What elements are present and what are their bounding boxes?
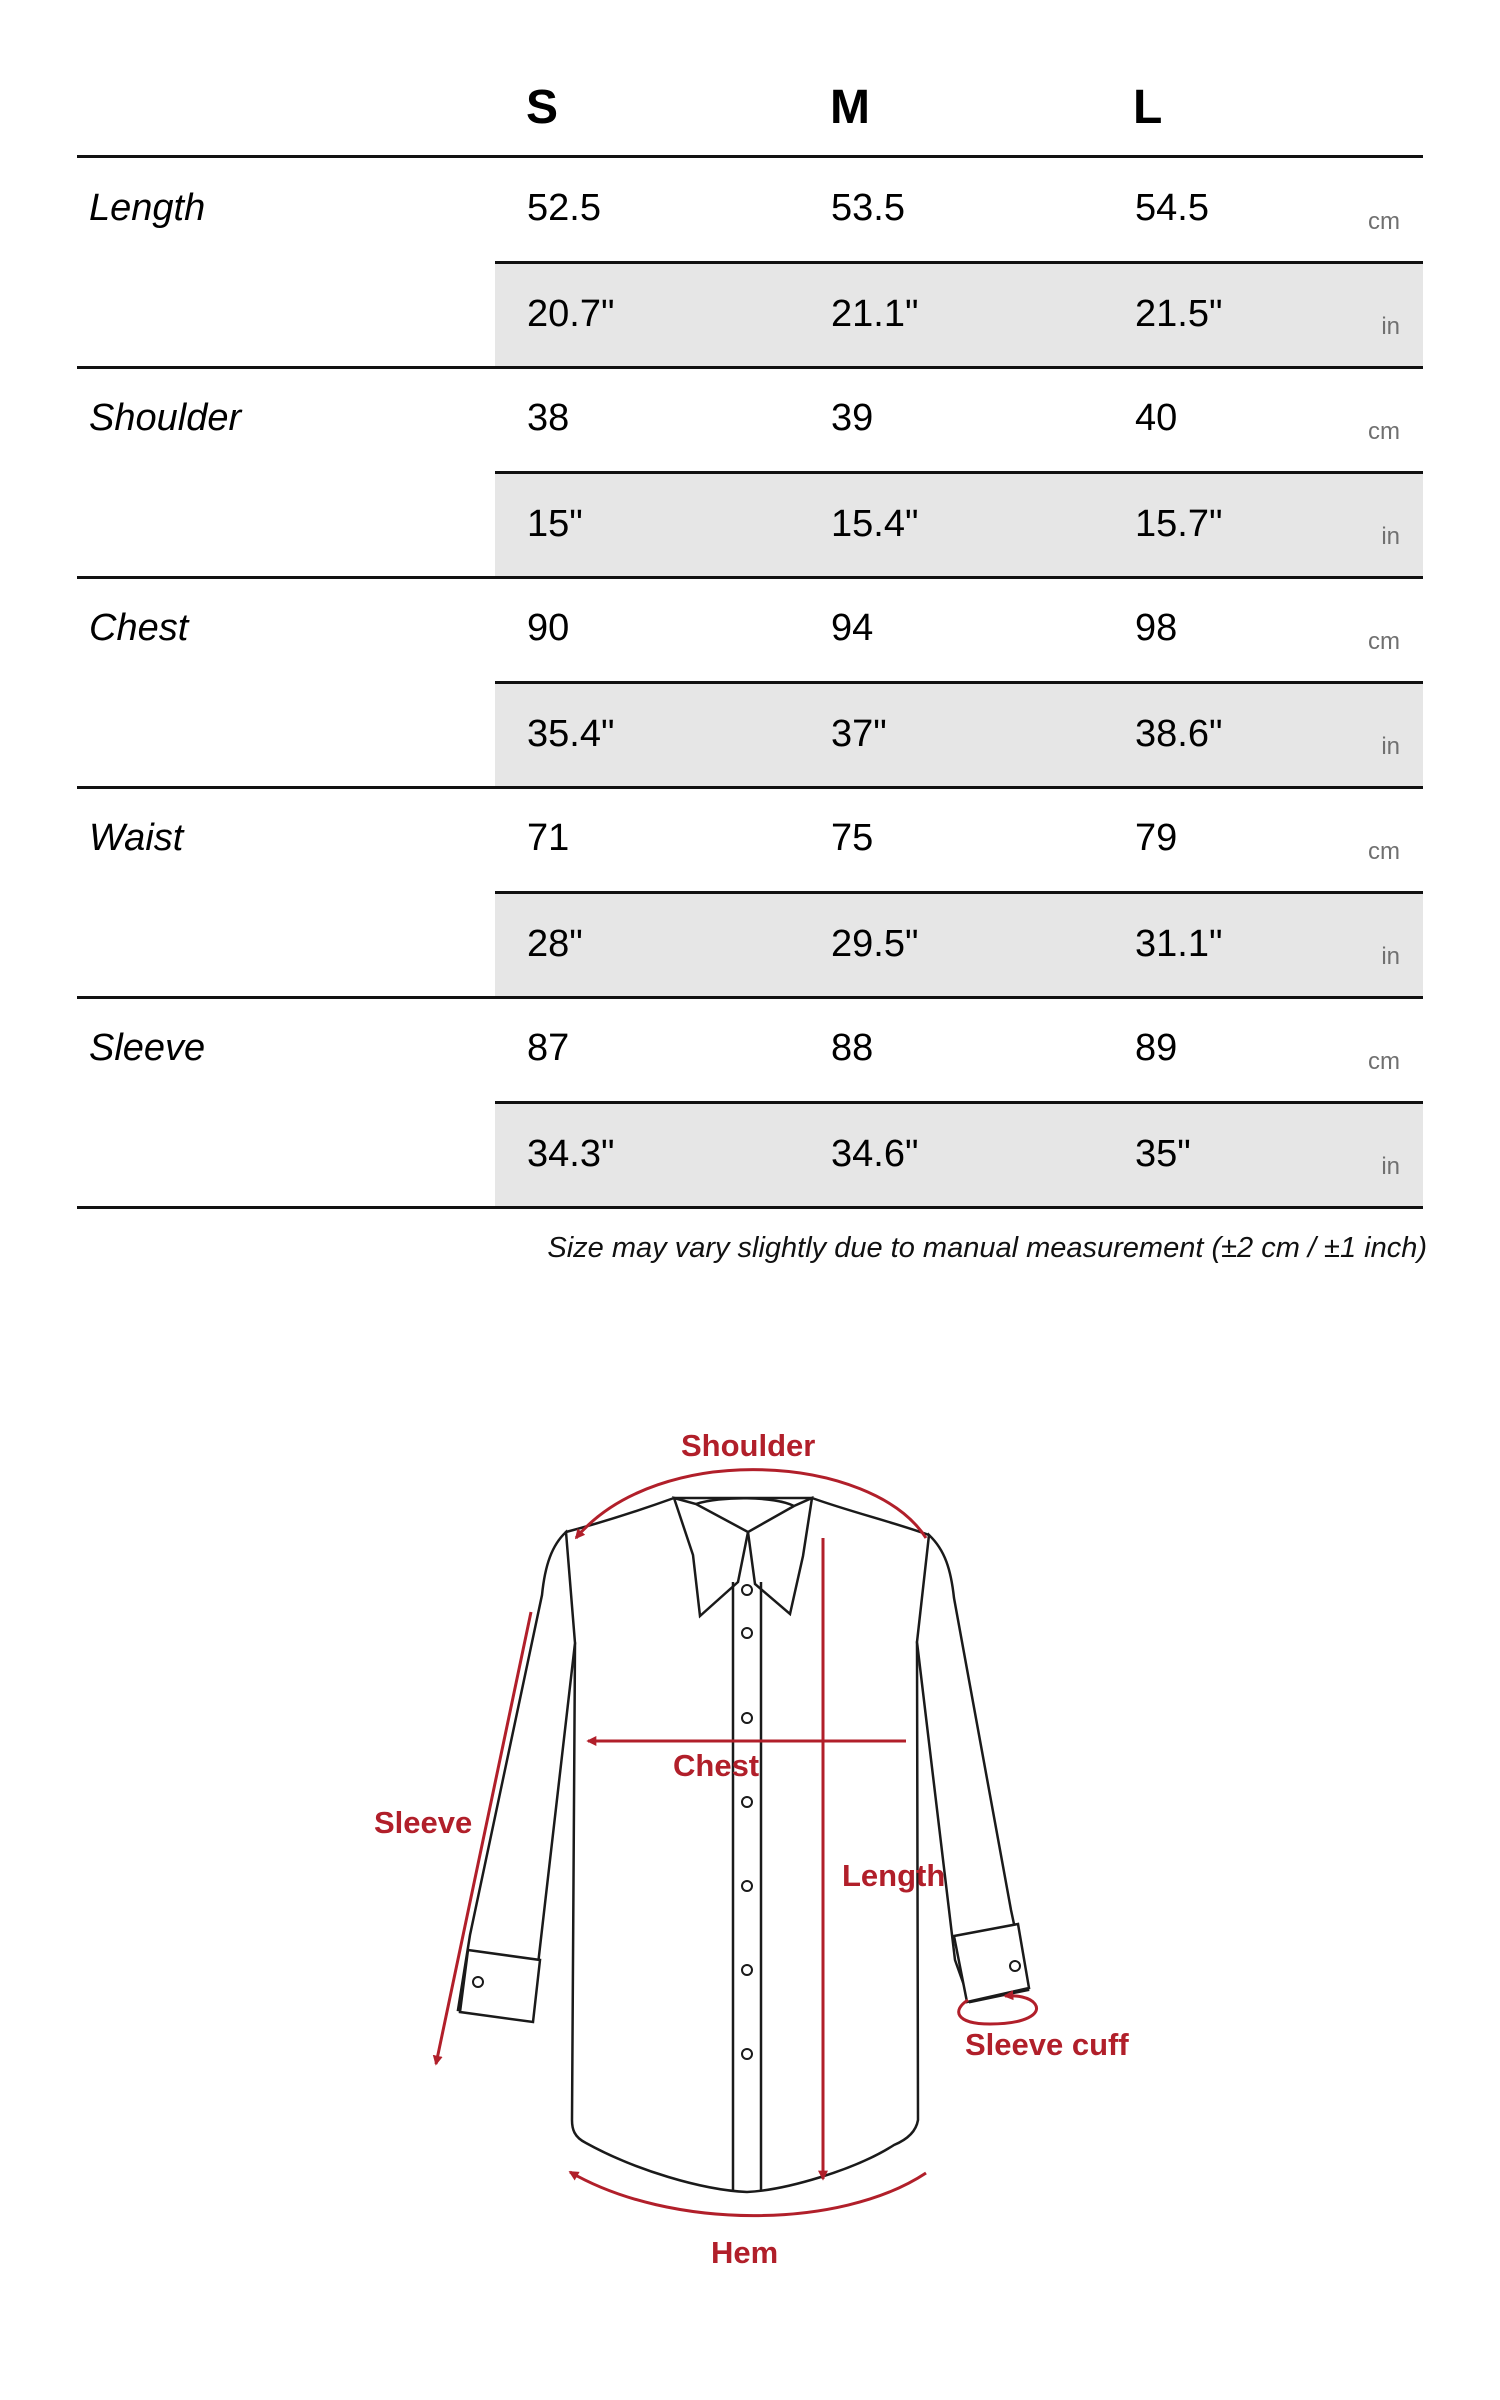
unit-label-cm: cm [1368, 208, 1400, 235]
unit-label-cm: cm [1368, 1048, 1400, 1075]
value-cell: 34.3" [527, 1133, 615, 1175]
inch-row-shade [495, 263, 1423, 367]
row-label-shoulder: Shoulder [89, 397, 242, 439]
table-divider [77, 576, 1423, 579]
value-cell: 20.7" [527, 293, 615, 335]
unit-label-cm: cm [1368, 418, 1400, 445]
value-cell: 15" [527, 503, 583, 545]
value-cell: 88 [831, 1027, 874, 1069]
value-cell: 39 [831, 397, 874, 439]
value-cell: 54.5 [1135, 187, 1209, 229]
row-label-sleeve: Sleeve [89, 1027, 206, 1069]
left-cuff-button [473, 1977, 483, 1987]
unit-label-in: in [1381, 943, 1400, 970]
left-cuff [460, 1950, 540, 2022]
value-cell: 52.5 [527, 187, 601, 229]
unit-label-cm: cm [1368, 838, 1400, 865]
value-cell: 98 [1135, 607, 1178, 649]
value-cell: 94 [831, 607, 874, 649]
left-sleeve-outline [458, 1532, 575, 2020]
inch-row-shade [495, 683, 1423, 787]
row-label-waist: Waist [89, 817, 184, 859]
unit-divider [495, 1101, 1423, 1104]
table-divider [77, 786, 1423, 789]
shirt-button [742, 1585, 752, 1595]
unit-label-in: in [1381, 1153, 1400, 1180]
right-cuff-button [1010, 1961, 1020, 1971]
unit-divider [495, 261, 1423, 264]
unit-label-cm: cm [1368, 628, 1400, 655]
value-cell: 29.5" [831, 923, 919, 965]
value-cell: 71 [527, 817, 570, 859]
value-cell: 38 [527, 397, 570, 439]
shirt-illustration [300, 1400, 1200, 2300]
inch-row-shade [495, 1103, 1423, 1207]
table-divider [77, 155, 1423, 158]
value-cell: 28" [527, 923, 583, 965]
value-cell: 90 [527, 607, 570, 649]
value-cell: 31.1" [1135, 923, 1223, 965]
value-cell: 75 [831, 817, 874, 859]
value-cell: 21.1" [831, 293, 919, 335]
shirt-button [742, 1713, 752, 1723]
value-cell: 87 [527, 1027, 570, 1069]
value-cell: 34.6" [831, 1133, 919, 1175]
table-divider [77, 366, 1423, 369]
value-cell: 38.6" [1135, 713, 1223, 755]
unit-label-in: in [1381, 733, 1400, 760]
unit-label-in: in [1381, 523, 1400, 550]
value-cell: 15.4" [831, 503, 919, 545]
value-cell: 79 [1135, 817, 1178, 859]
size-header-m: M [830, 81, 870, 134]
diagram-label-length: Length [842, 1858, 946, 1893]
size-header-s: S [526, 81, 559, 134]
value-cell: 21.5" [1135, 293, 1223, 335]
row-label-length: Length [89, 187, 206, 229]
unit-divider [495, 471, 1423, 474]
unit-divider [495, 891, 1423, 894]
value-cell: 89 [1135, 1027, 1178, 1069]
value-cell: 40 [1135, 397, 1178, 439]
shirt-button [742, 2049, 752, 2059]
row-label-chest: Chest [89, 607, 189, 649]
shirt-button [742, 1628, 752, 1638]
value-cell: 35.4" [527, 713, 615, 755]
diagram-label-chest: Chest [673, 1748, 760, 1783]
unit-divider [495, 681, 1423, 684]
diagram-label-hem: Hem [711, 2235, 779, 2270]
inch-row-shade [495, 473, 1423, 577]
size-header-l: L [1133, 81, 1163, 134]
shirt-button [742, 1881, 752, 1891]
table-divider [77, 996, 1423, 999]
unit-label-in: in [1381, 313, 1400, 340]
shirt-button [742, 1965, 752, 1975]
diagram-label-shoulder: Shoulder [681, 1428, 816, 1463]
value-cell: 35" [1135, 1133, 1191, 1175]
shirt-body-outline [562, 1498, 939, 2192]
table-divider [77, 1206, 1423, 1209]
shirt-button [742, 1797, 752, 1807]
value-cell: 53.5 [831, 187, 905, 229]
shirt-measurement-diagram [300, 1400, 1200, 2300]
diagram-label-sleeve-cuff: Sleeve cuff [965, 2027, 1129, 2062]
measurement-note: Size may vary slightly due to manual measurement (±2 cm / ±1 inch) [547, 1232, 1427, 1264]
diagram-label-sleeve: Sleeve [374, 1805, 473, 1840]
value-cell: 15.7" [1135, 503, 1223, 545]
value-cell: 37" [831, 713, 887, 755]
inch-row-shade [495, 893, 1423, 997]
